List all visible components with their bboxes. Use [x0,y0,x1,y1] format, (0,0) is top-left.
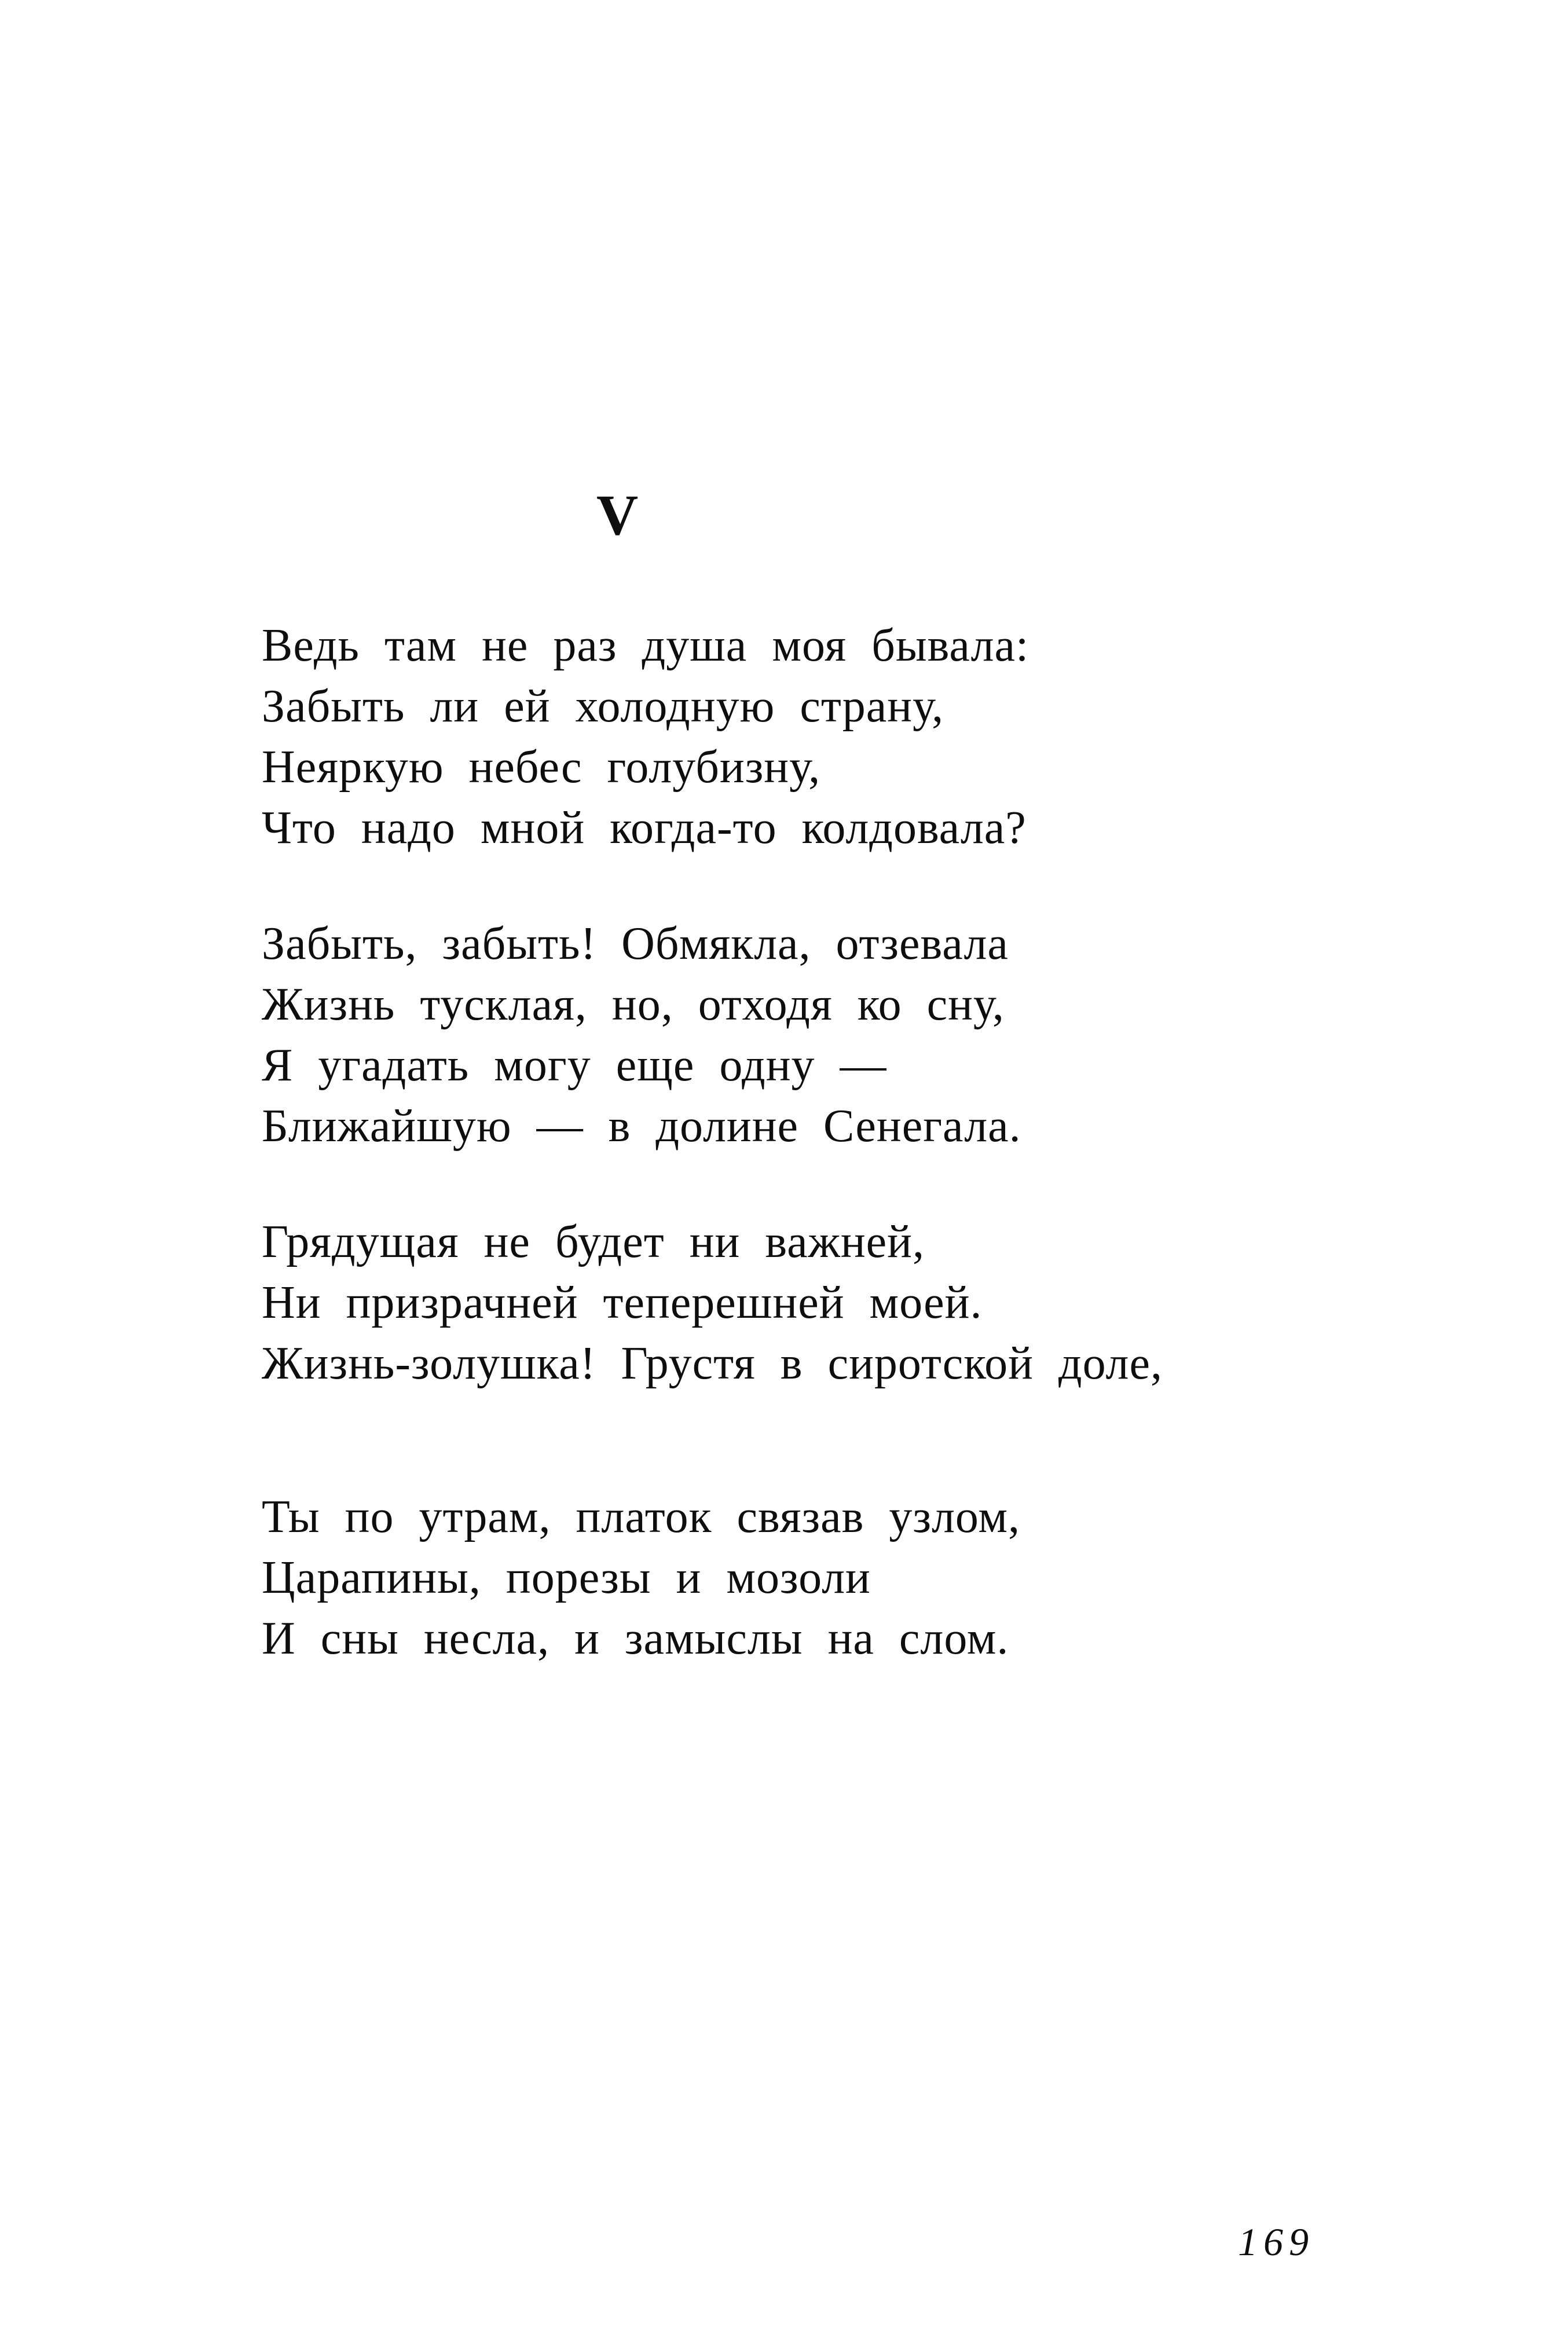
poem-line: Неяркую небес голубизну, [262,742,821,793]
poem-line: Забыть ли ей холодную страну, [262,681,944,732]
poem-line: Забыть, забыть! Обмякла, отзевала [262,918,1009,969]
poem-line: Ближайшую — в долине Сенегала. [262,1101,1021,1152]
poem [262,615,1163,1669]
section-heading: V [596,483,640,547]
stanza-1 [262,615,1163,859]
page-number: 169 [1238,2220,1314,2264]
stanza-3 [262,1212,1163,1394]
poem-line: Грядущая не будет ни важней, [262,1216,925,1267]
poem-line: Жизнь тусклая, но, отходя ко сну, [262,979,1005,1030]
poem-line: Царапины, порезы и мозоли [262,1552,871,1603]
poem-line: Жизнь-золушка! Грустя в сиротской доле, [262,1338,1163,1389]
poem-line: И сны несла, и замыслы на слом. [262,1613,1009,1664]
poem-line: Ведь там не раз душа моя бывала: [262,620,1030,671]
stanza-2 [262,914,1163,1157]
poem-line: Я угадать могу еще одну — [262,1040,887,1091]
poem-line: Ты по утрам, платок связав узлом, [262,1491,1020,1542]
poem-line: Что надо мной когда-то колдовала? [262,802,1027,853]
stanza-4 [262,1487,1163,1669]
poem-line: Ни призрачней теперешней моей. [262,1277,983,1328]
